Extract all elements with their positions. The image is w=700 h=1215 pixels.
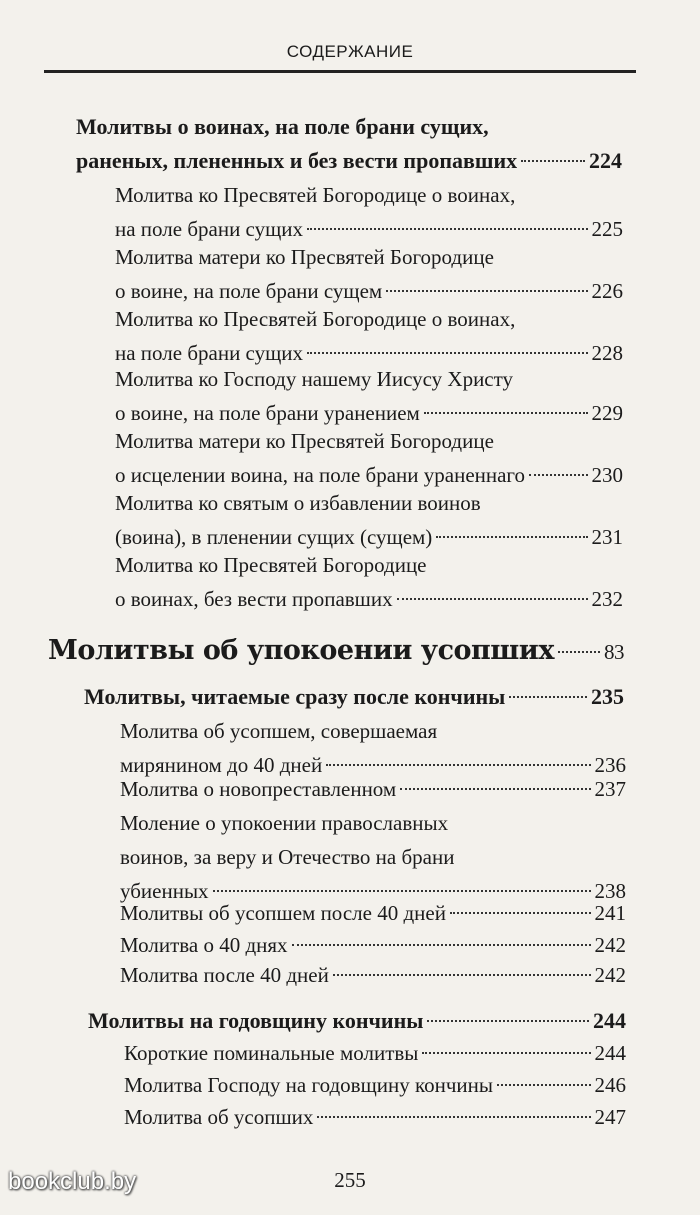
toc-item-line: Молитвы об усопшем после 40 дней: [120, 901, 446, 925]
toc-item-line: Молитва о новопреставленном: [120, 777, 397, 801]
toc-item-line: о исцелении воина, на поле брани ураненнаго: [115, 463, 526, 487]
toc-item-line: воинов, за веру и Отечество на брани: [120, 845, 455, 869]
toc-item-line: на поле брани сущих: [115, 217, 304, 241]
toc-section-heading: [84, 680, 624, 714]
toc-item: [115, 240, 623, 308]
toc-section-heading-line: Молитвы о воинах, на поле брани сущих,: [76, 114, 489, 139]
dot-leader: [497, 1084, 591, 1086]
toc-item-line: Молитва об усопшем, совершаемая: [120, 719, 438, 743]
toc-item-line: о воинах, без вести пропавших: [115, 587, 393, 611]
page-number: 247: [594, 1105, 626, 1129]
chapter-title: Молитвы об упокоении усопших: [48, 635, 554, 666]
page-number: 229: [591, 401, 623, 425]
toc-item: [120, 806, 626, 908]
page-number: 237: [594, 777, 626, 801]
toc-item: [120, 772, 626, 806]
page-number: 246: [594, 1073, 626, 1097]
page-number: 231: [591, 525, 623, 549]
toc-item: [120, 928, 626, 962]
dot-leader: [213, 890, 591, 892]
page-number: 226: [591, 279, 623, 303]
page-number: 83: [604, 640, 624, 664]
toc-item: [115, 424, 623, 492]
toc-section-heading: [76, 110, 622, 178]
page-number: 235: [591, 684, 624, 709]
folio-page-number: 255: [334, 1168, 366, 1192]
dot-leader: [422, 1052, 590, 1054]
toc-item: [115, 362, 623, 430]
page-number: 228: [591, 341, 623, 365]
toc-item-line: (воина), в пленении сущих (сущем): [115, 525, 433, 549]
dot-leader: [326, 764, 590, 766]
toc-item-line: Молитва ко Пресвятей Богородице о воинах,: [115, 307, 516, 331]
toc-item: [124, 1068, 626, 1102]
toc-item-line: о воине, на поле брани уранением: [115, 401, 420, 425]
toc-item: [115, 302, 623, 370]
page-number: 244: [594, 1041, 626, 1065]
dot-leader: [436, 536, 587, 538]
dot-leader: [317, 1116, 590, 1118]
page-number: 244: [593, 1008, 626, 1033]
toc-section-heading-line: Молитвы, читаемые сразу после кончины: [84, 684, 506, 709]
toc-item-line: мирянином до 40 дней: [120, 753, 323, 777]
dot-leader: [386, 290, 587, 292]
dot-leader: [558, 651, 600, 653]
toc-item-line: Молитва матери ко Пресвятей Богородице: [115, 429, 494, 453]
page-number: 225: [591, 217, 623, 241]
dot-leader: [509, 696, 587, 698]
toc-item-line: Молитва ко Пресвятей Богородице: [115, 553, 427, 577]
toc-item-line: Молитва после 40 дней: [120, 963, 329, 987]
dot-leader: [424, 412, 588, 414]
toc-item-line: Молитва Господу на годовщину кончины: [124, 1073, 493, 1097]
toc-section-heading-line: Молитвы на годовщину кончины: [88, 1008, 424, 1033]
toc-item: [124, 1036, 626, 1070]
toc-item: [115, 178, 623, 246]
toc-item-line: Молитва ко Господу нашему Иисусу Христу: [115, 367, 514, 391]
toc-item-line: Короткие поминальные молитвы: [124, 1041, 419, 1065]
toc-item-line: Молитва об усопших: [124, 1105, 314, 1129]
toc-item: [115, 548, 623, 616]
dot-leader: [529, 474, 587, 476]
toc-item-line: о воине, на поле брани сущем: [115, 279, 383, 303]
toc-chapter-heading: [48, 634, 624, 669]
dot-leader: [333, 974, 591, 976]
dot-leader: [307, 352, 587, 354]
toc-item-line: на поле брани сущих: [115, 341, 304, 365]
page-number: 238: [594, 879, 626, 903]
header-rule: [44, 70, 636, 73]
dot-leader: [427, 1020, 589, 1022]
page-number: 242: [594, 933, 626, 957]
toc-item-line: убиенных: [120, 879, 209, 903]
page-number: 241: [594, 901, 626, 925]
page-number: 230: [591, 463, 623, 487]
dot-leader: [400, 788, 590, 790]
toc-item-line: Молитва ко Пресвятей Богородице о воинах,: [115, 183, 516, 207]
toc-item: [124, 1100, 626, 1134]
dot-leader: [521, 160, 585, 162]
toc-item-line: Молитва матери ко Пресвятей Богородице: [115, 245, 494, 269]
toc-item-line: Молитва о 40 днях: [120, 933, 288, 957]
site-watermark: bookclub.by: [8, 1168, 137, 1195]
toc-section-heading-line: раненых, плененных и без вести пропавших: [76, 148, 518, 173]
toc-item-line: Молитва ко святым о избавлении воинов: [115, 491, 481, 515]
page-number: 242: [594, 963, 626, 987]
dot-leader: [307, 228, 587, 230]
page-number: 232: [591, 587, 623, 611]
dot-leader: [292, 944, 591, 946]
page-number: 236: [594, 753, 626, 777]
toc-item: [120, 958, 626, 992]
toc-section-heading: [88, 1004, 626, 1038]
running-header: СОДЕРЖАНИЕ: [286, 42, 414, 61]
toc-item-line: Моление о упокоении православных: [120, 811, 449, 835]
dot-leader: [397, 598, 588, 600]
page-number: 224: [589, 148, 622, 173]
dot-leader: [450, 912, 591, 914]
toc-item: [115, 486, 623, 554]
toc-item: [120, 896, 626, 930]
